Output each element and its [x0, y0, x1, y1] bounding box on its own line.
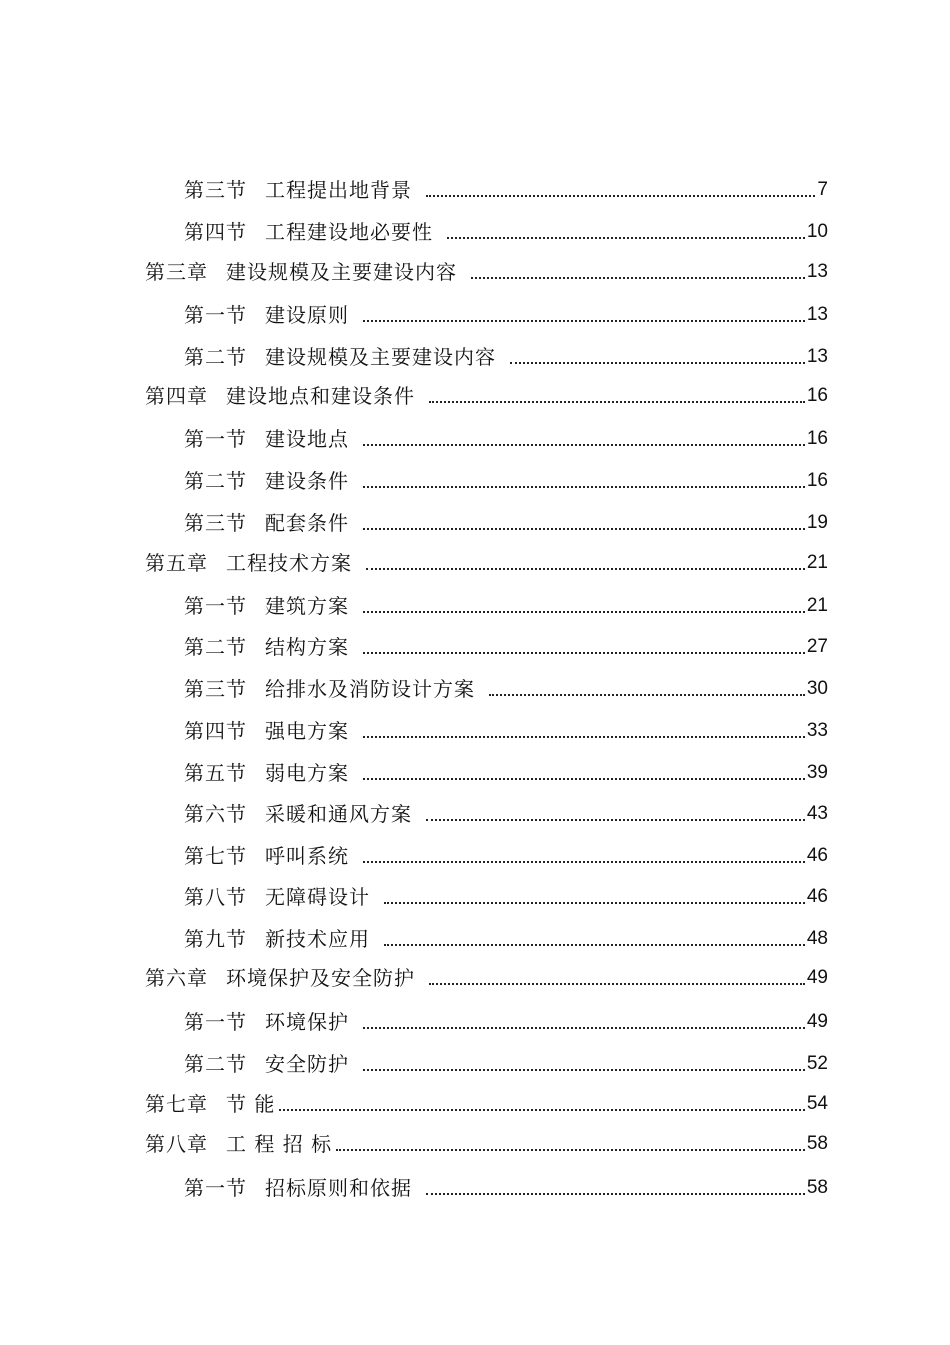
- toc-entry[interactable]: [184, 421, 828, 451]
- toc-entry[interactable]: [184, 671, 828, 701]
- toc-entry-title: 采暖和通风方案: [265, 802, 412, 826]
- toc-entry-label: 第八章: [145, 1132, 208, 1156]
- toc-entry-label: 第一节: [184, 1010, 247, 1034]
- toc-entry-label: 第一节: [184, 1176, 247, 1200]
- toc-entry-title: 建设规模及主要建设内容: [265, 345, 496, 369]
- toc-entry-page: 58: [806, 1133, 828, 1154]
- toc-entry-page: 46: [806, 845, 828, 866]
- toc-entry[interactable]: [184, 629, 828, 659]
- toc-entry-title: 节 能: [226, 1092, 276, 1116]
- toc-entry-title: 工程建设地必要性: [265, 220, 433, 244]
- toc-entry[interactable]: [184, 297, 828, 327]
- toc-entry-title: 结构方案: [265, 635, 349, 659]
- dot-leader: [426, 819, 805, 821]
- toc-entry[interactable]: [184, 1170, 828, 1200]
- toc-entry-title: 招标原则和依据: [265, 1176, 412, 1200]
- toc-entry-label: 第六章: [145, 966, 208, 990]
- toc-entry-page: 19: [806, 512, 828, 533]
- toc-entry-label: 第三节: [184, 178, 247, 202]
- toc-entry[interactable]: [184, 1004, 828, 1034]
- toc-entry-page: 30: [806, 678, 828, 699]
- toc-entry-page: 16: [806, 385, 828, 406]
- dot-leader: [363, 861, 805, 863]
- dot-leader: [363, 1069, 805, 1071]
- toc-entry-title: 建设地点: [265, 427, 349, 451]
- toc-entry-page: 16: [806, 470, 828, 491]
- dot-leader: [489, 694, 805, 696]
- toc-entry[interactable]: [184, 463, 828, 493]
- toc-entry-title: 无障碍设计: [265, 885, 370, 909]
- toc-entry-page: 21: [806, 595, 828, 616]
- dot-leader: [384, 944, 805, 946]
- toc-entry-title: 工程提出地背景: [265, 178, 412, 202]
- dot-leader: [363, 486, 805, 488]
- dot-leader: [363, 611, 805, 613]
- toc-entry-page: 16: [806, 428, 828, 449]
- toc-entry-title: 安全防护: [265, 1052, 349, 1076]
- toc-entry-label: 第四章: [145, 384, 208, 408]
- toc-entry-title: 工 程 招 标: [226, 1132, 333, 1156]
- toc-entry-title: 建设条件: [265, 469, 349, 493]
- toc-entry-title: 建设规模及主要建设内容: [226, 260, 457, 284]
- toc-entry[interactable]: [184, 588, 828, 618]
- toc-entry[interactable]: [184, 713, 828, 743]
- dot-leader: [447, 237, 805, 239]
- toc-entry-label: 第三节: [184, 511, 247, 535]
- toc-entry-title: 强电方案: [265, 719, 349, 743]
- dot-leader: [279, 1109, 805, 1111]
- toc-entry[interactable]: [184, 921, 828, 951]
- toc-entry[interactable]: [184, 755, 828, 785]
- toc-entry-label: 第四节: [184, 719, 247, 743]
- dot-leader: [429, 983, 805, 985]
- toc-entry[interactable]: [145, 254, 828, 284]
- toc-entry-title: 建筑方案: [265, 594, 349, 618]
- toc-entry-label: 第六节: [184, 802, 247, 826]
- toc-entry[interactable]: [145, 960, 828, 990]
- toc-entry-title: 工程技术方案: [226, 551, 352, 575]
- toc-entry-label: 第二节: [184, 635, 247, 659]
- dot-leader: [363, 652, 805, 654]
- dot-leader: [366, 568, 805, 570]
- toc-entry[interactable]: [184, 214, 828, 244]
- toc-entry-title: 建设原则: [265, 303, 349, 327]
- toc-entry[interactable]: [184, 879, 828, 909]
- toc-entry-label: 第四节: [184, 220, 247, 244]
- toc-entry-page: 58: [806, 1177, 828, 1198]
- toc-entry-label: 第一节: [184, 303, 247, 327]
- toc-entry-page: 52: [806, 1053, 828, 1074]
- toc-entry-page: 46: [806, 886, 828, 907]
- toc-entry-label: 第九节: [184, 927, 247, 951]
- toc-entry-label: 第七章: [145, 1092, 208, 1116]
- dot-leader: [336, 1149, 805, 1151]
- toc-entry-label: 第一节: [184, 427, 247, 451]
- dot-leader: [363, 1027, 805, 1029]
- toc-entry-page: 13: [806, 346, 828, 367]
- toc-entry-page: 13: [806, 261, 828, 282]
- toc-entry-page: 21: [806, 552, 828, 573]
- dot-leader: [384, 902, 805, 904]
- toc-entry-label: 第七节: [184, 844, 247, 868]
- toc-entry-label: 第二节: [184, 345, 247, 369]
- toc-entry-title: 配套条件: [265, 511, 349, 535]
- toc-entry[interactable]: [145, 378, 828, 408]
- dot-leader: [429, 401, 805, 403]
- toc-entry[interactable]: [145, 1086, 828, 1116]
- toc-entry[interactable]: [145, 545, 828, 575]
- toc-entry[interactable]: [145, 1126, 828, 1156]
- dot-leader: [471, 277, 805, 279]
- toc-entry-page: 48: [806, 928, 828, 949]
- dot-leader: [363, 778, 805, 780]
- toc-entry-page: 27: [806, 636, 828, 657]
- toc-entry-label: 第二节: [184, 1052, 247, 1076]
- toc-entry-label: 第一节: [184, 594, 247, 618]
- toc-entry-label: 第八节: [184, 885, 247, 909]
- toc-entry-page: 43: [806, 803, 828, 824]
- toc-entry-page: 10: [806, 221, 828, 242]
- toc-entry-title: 建设地点和建设条件: [226, 384, 415, 408]
- toc-entry[interactable]: [184, 796, 828, 826]
- dot-leader: [363, 736, 805, 738]
- dot-leader: [510, 362, 805, 364]
- dot-leader: [426, 195, 815, 197]
- toc-entry-title: 呼叫系统: [265, 844, 349, 868]
- toc-entry[interactable]: [184, 505, 828, 535]
- toc-entry-title: 环境保护及安全防护: [226, 966, 415, 990]
- toc-entry-title: 弱电方案: [265, 761, 349, 785]
- toc-entry-label: 第三节: [184, 677, 247, 701]
- toc-entry-label: 第三章: [145, 260, 208, 284]
- toc-entry-label: 第五节: [184, 761, 247, 785]
- toc-entry-title: 新技术应用: [265, 927, 370, 951]
- toc-entry[interactable]: [184, 1046, 828, 1076]
- toc-entry[interactable]: [184, 339, 828, 369]
- toc-entry-title: 环境保护: [265, 1010, 349, 1034]
- toc-entry-label: 第二节: [184, 469, 247, 493]
- toc-entry-page: 7: [817, 179, 828, 200]
- toc-entry-page: 13: [806, 304, 828, 325]
- toc-entry-title: 给排水及消防设计方案: [265, 677, 475, 701]
- toc-entry-page: 49: [806, 967, 828, 988]
- toc-entry[interactable]: [184, 172, 828, 202]
- toc-entry-label: 第五章: [145, 551, 208, 575]
- toc-entry-page: 54: [806, 1093, 828, 1114]
- toc-entry-page: 49: [806, 1011, 828, 1032]
- dot-leader: [363, 528, 805, 530]
- dot-leader: [363, 444, 805, 446]
- dot-leader: [426, 1193, 805, 1195]
- toc-entry-page: 33: [806, 720, 828, 741]
- dot-leader: [363, 320, 805, 322]
- toc-entry-page: 39: [806, 762, 828, 783]
- toc-entry[interactable]: [184, 838, 828, 868]
